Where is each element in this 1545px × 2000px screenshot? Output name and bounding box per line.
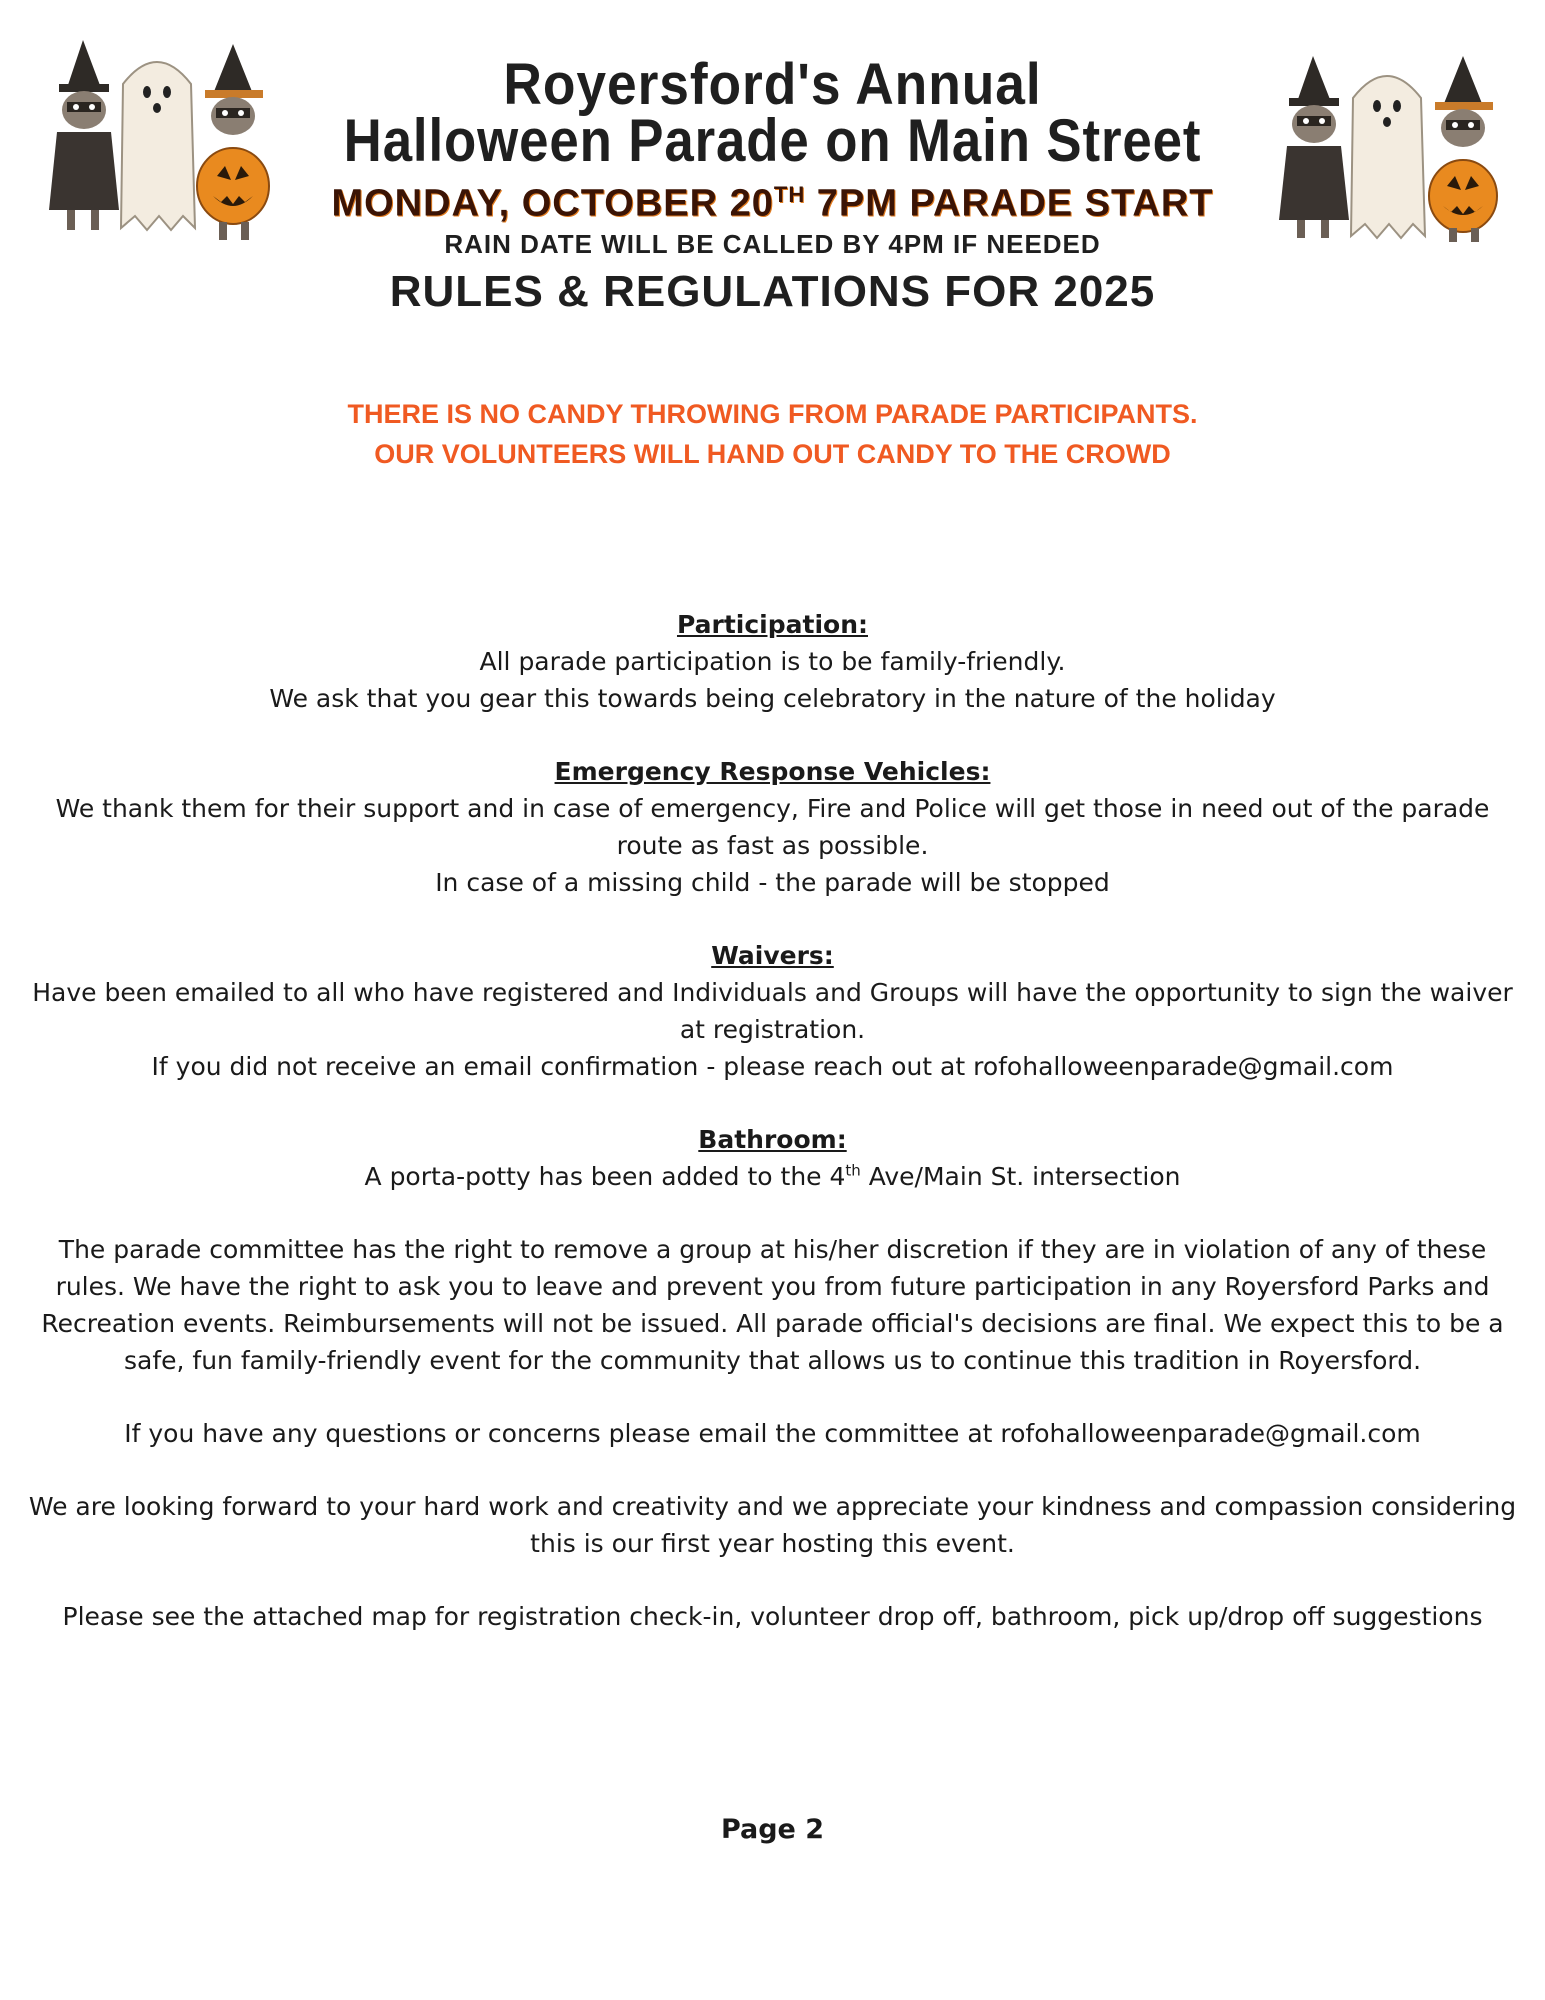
parade-date xyxy=(0,172,1545,227)
candy-warning-line-1: THERE IS NO CANDY THROWING FROM PARADE PARTICIPANTS. xyxy=(347,399,1198,429)
waivers-title: Waivers: xyxy=(711,941,834,970)
waivers-line-1: Have been emailed to all who have registered and Individuals and Groups will have the opportunity to sign the waiver at registration. xyxy=(32,978,1513,1044)
participation-line-1: All parade participation is to be family-friendly. xyxy=(479,647,1066,676)
rain-date-note: RAIN DATE WILL BE CALLED BY 4PM IF NEEDED xyxy=(444,229,1101,259)
bathroom-line-pre: A porta-potty has been added to the 4 xyxy=(364,1162,846,1191)
committee-paragraph: The parade committee has the right to remove a group at his/her discretion if they are in violation of any of these rules. We have the right to ask you to leave and prevent you from future participation in any Royersford Parks and Recreation events. Reimbursements will not be issued. All parade official's decisions are final. We expect this to be a safe, fun family-friendly event for the community that allows us to continue this tradition in Royersford. xyxy=(41,1235,1504,1375)
rules-body xyxy=(25,606,1520,1635)
participation-line-2: We ask that you gear this towards being celebratory in the nature of the holiday xyxy=(269,684,1276,713)
bathroom-line-sup: th xyxy=(845,1161,861,1180)
map-note: Please see the attached map for registration check-in, volunteer drop off, bathroom, pick up/drop off suggestions xyxy=(62,1602,1483,1631)
waivers-line-2: If you did not receive an email confirmation - please reach out at rofohalloweenparade@gmail.com xyxy=(151,1052,1394,1081)
parade-date-main: MONDAY, OCTOBER 20 xyxy=(331,182,774,225)
questions-paragraph: If you have any questions or concerns please email the committee at rofohalloweenparade@gmail.com xyxy=(124,1419,1421,1448)
thanks-paragraph: We are looking forward to your hard work and creativity and we appreciate your kindness and compassion considering this is our first year hosting this event. xyxy=(28,1492,1517,1558)
emergency-line-1: We thank them for their support and in case of emergency, Fire and Police will get those in need out of the parade route as fast as possible. xyxy=(55,794,1490,860)
emergency-line-2: In case of a missing child - the parade will be stopped xyxy=(435,868,1110,897)
rules-title: RULES & REGULATIONS FOR 2025 xyxy=(389,267,1156,316)
parade-time: 7PM PARADE START xyxy=(816,182,1214,225)
page-number: Page 2 xyxy=(720,1814,825,1845)
bathroom-title: Bathroom: xyxy=(698,1125,847,1154)
emergency-title: Emergency Response Vehicles: xyxy=(554,757,991,786)
participation-title: Participation: xyxy=(676,610,868,639)
title-line-1: Royersford's Annual xyxy=(503,52,1042,117)
parade-date-suffix: TH xyxy=(773,182,806,207)
bathroom-line-post: Ave/Main St. intersection xyxy=(860,1162,1181,1191)
candy-warning-line-2: OUR VOLUNTEERS WILL HAND OUT CANDY TO THE CROWD xyxy=(374,439,1171,469)
title-line-2: Halloween Parade on Main Street xyxy=(343,107,1202,174)
bathroom-line xyxy=(25,1158,1520,1195)
